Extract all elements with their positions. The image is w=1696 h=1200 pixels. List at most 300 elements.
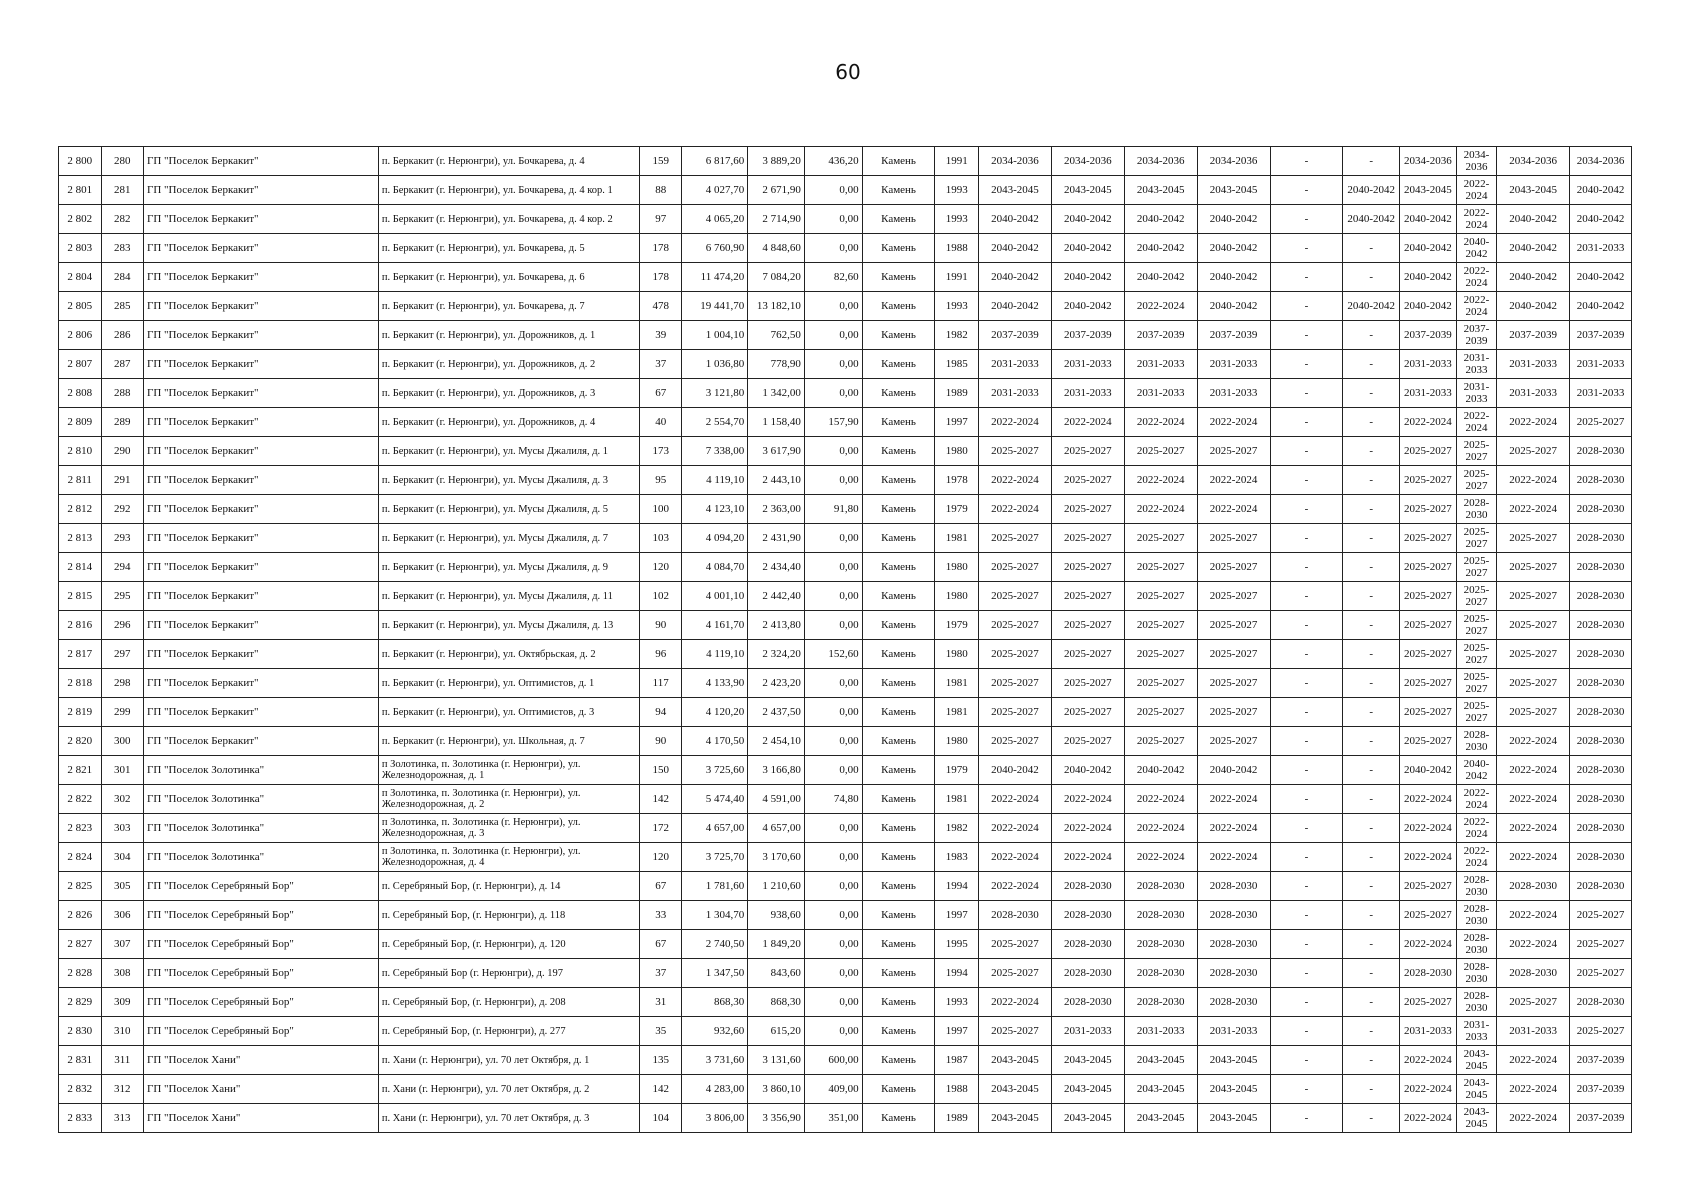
cell-house-number: 284 [101,263,144,292]
cell-house-number: 304 [101,843,144,872]
cell-row-number: 2 817 [59,640,102,669]
cell-gas-repair-period: 2040-2042 [1343,176,1400,205]
cell-roof-repair-period: 2040-2042 [979,292,1052,321]
cell-total-area: 4 094,20 [682,524,748,553]
cell-water-repair-period: 2040-2042 [1197,205,1270,234]
cell-total-area: 19 441,70 [682,292,748,321]
cell-foundation-repair-period: 2040-2042 [1570,292,1632,321]
cell-total-area: 868,30 [682,988,748,1017]
cell-municipality: ГП "Поселок Беркакит" [144,611,379,640]
cell-residents: 90 [639,727,682,756]
cell-municipality: ГП "Поселок Хани" [144,1075,379,1104]
cell-row-number: 2 832 [59,1075,102,1104]
cell-residents: 150 [639,756,682,785]
cell-gas-repair-period: - [1343,553,1400,582]
cell-electric-repair-period: 2025-2027 [1400,640,1457,669]
cell-residents: 103 [639,524,682,553]
cell-municipality: ГП "Поселок Беркакит" [144,437,379,466]
cell-year-built: 1981 [935,524,979,553]
cell-facade-repair-period: 2028-2030 [1051,959,1124,988]
table-row [59,350,1632,379]
cell-facade-repair-period: 2034-2036 [1051,147,1124,176]
cell-electric-repair-period: 2040-2042 [1400,292,1457,321]
cell-wall-material: Камень [862,727,935,756]
cell-basement-repair-period: 2025-2027 [1456,640,1496,669]
cell-basement-repair-period: 2025-2027 [1456,466,1496,495]
cell-elevator-repair-period: - [1270,147,1343,176]
table-row [59,959,1632,988]
cell-year-built: 1980 [935,640,979,669]
cell-row-number: 2 825 [59,872,102,901]
cell-sewer-repair-period: 2022-2024 [1497,785,1570,814]
cell-residents: 120 [639,843,682,872]
cell-municipality: ГП "Поселок Беркакит" [144,466,379,495]
cell-house-number: 309 [101,988,144,1017]
cell-address: п. Беркакит (г. Нерюнгри), ул. Октябрьская, д. 2 [378,640,639,669]
cell-year-built: 1981 [935,698,979,727]
cell-foundation-repair-period: 2037-2039 [1570,1046,1632,1075]
cell-heating-repair-period: 2040-2042 [1124,756,1197,785]
cell-basement-repair-period: 2043-2045 [1456,1104,1496,1133]
cell-house-number: 302 [101,785,144,814]
cell-total-area: 6 760,90 [682,234,748,263]
cell-year-built: 1991 [935,263,979,292]
cell-gas-repair-period: - [1343,495,1400,524]
cell-house-number: 310 [101,1017,144,1046]
cell-year-built: 1994 [935,959,979,988]
cell-year-built: 1982 [935,321,979,350]
cell-roof-repair-period: 2022-2024 [979,872,1052,901]
cell-electric-repair-period: 2025-2027 [1400,553,1457,582]
cell-non-living-area: 0,00 [804,466,862,495]
cell-gas-repair-period: - [1343,901,1400,930]
table-row [59,379,1632,408]
cell-total-area: 1 781,60 [682,872,748,901]
cell-row-number: 2 800 [59,147,102,176]
cell-address: п. Беркакит (г. Нерюнгри), ул. Школьная, д. 7 [378,727,639,756]
cell-municipality: ГП "Поселок Беркакит" [144,205,379,234]
cell-roof-repair-period: 2043-2045 [979,176,1052,205]
cell-address: п Золотинка, п. Золотинка (г. Нерюнгри), ул. Железнодорожная, д. 3 [378,814,639,843]
cell-wall-material: Камень [862,408,935,437]
cell-sewer-repair-period: 2031-2033 [1497,379,1570,408]
cell-foundation-repair-period: 2031-2033 [1570,379,1632,408]
cell-electric-repair-period: 2025-2027 [1400,988,1457,1017]
cell-foundation-repair-period: 2028-2030 [1570,640,1632,669]
cell-living-area: 1 158,40 [748,408,805,437]
cell-electric-repair-period: 2040-2042 [1400,205,1457,234]
cell-heating-repair-period: 2040-2042 [1124,205,1197,234]
cell-residents: 37 [639,350,682,379]
cell-non-living-area: 74,80 [804,785,862,814]
cell-row-number: 2 810 [59,437,102,466]
cell-sewer-repair-period: 2022-2024 [1497,727,1570,756]
cell-electric-repair-period: 2040-2042 [1400,756,1457,785]
cell-electric-repair-period: 2022-2024 [1400,930,1457,959]
cell-water-repair-period: 2022-2024 [1197,466,1270,495]
cell-sewer-repair-period: 2040-2042 [1497,263,1570,292]
cell-foundation-repair-period: 2040-2042 [1570,263,1632,292]
cell-non-living-area: 0,00 [804,988,862,1017]
cell-address: п. Беркакит (г. Нерюнгри), ул. Мусы Джалиля, д. 13 [378,611,639,640]
cell-elevator-repair-period: - [1270,524,1343,553]
cell-row-number: 2 806 [59,321,102,350]
cell-facade-repair-period: 2025-2027 [1051,669,1124,698]
cell-living-area: 4 657,00 [748,814,805,843]
cell-heating-repair-period: 2025-2027 [1124,611,1197,640]
cell-roof-repair-period: 2043-2045 [979,1104,1052,1133]
cell-residents: 94 [639,698,682,727]
cell-roof-repair-period: 2025-2027 [979,698,1052,727]
cell-basement-repair-period: 2025-2027 [1456,553,1496,582]
cell-facade-repair-period: 2025-2027 [1051,524,1124,553]
cell-total-area: 4 283,00 [682,1075,748,1104]
cell-house-number: 303 [101,814,144,843]
cell-house-number: 307 [101,930,144,959]
cell-gas-repair-period: - [1343,872,1400,901]
table-row [59,640,1632,669]
cell-year-built: 1980 [935,553,979,582]
cell-electric-repair-period: 2025-2027 [1400,669,1457,698]
cell-foundation-repair-period: 2034-2036 [1570,147,1632,176]
table-row [59,263,1632,292]
cell-foundation-repair-period: 2037-2039 [1570,1075,1632,1104]
cell-electric-repair-period: 2031-2033 [1400,350,1457,379]
cell-electric-repair-period: 2025-2027 [1400,698,1457,727]
cell-wall-material: Камень [862,234,935,263]
cell-wall-material: Камень [862,756,935,785]
cell-total-area: 1 004,10 [682,321,748,350]
table-row [59,1075,1632,1104]
cell-year-built: 1980 [935,437,979,466]
cell-electric-repair-period: 2025-2027 [1400,495,1457,524]
cell-row-number: 2 822 [59,785,102,814]
cell-wall-material: Камень [862,205,935,234]
cell-gas-repair-period: - [1343,669,1400,698]
cell-water-repair-period: 2043-2045 [1197,1104,1270,1133]
cell-basement-repair-period: 2022-2024 [1456,785,1496,814]
cell-sewer-repair-period: 2022-2024 [1497,814,1570,843]
cell-year-built: 1981 [935,785,979,814]
cell-basement-repair-period: 2028-2030 [1456,901,1496,930]
cell-roof-repair-period: 2025-2027 [979,437,1052,466]
cell-facade-repair-period: 2043-2045 [1051,176,1124,205]
cell-electric-repair-period: 2037-2039 [1400,321,1457,350]
cell-facade-repair-period: 2025-2027 [1051,640,1124,669]
cell-municipality: ГП "Поселок Беркакит" [144,698,379,727]
cell-wall-material: Камень [862,1104,935,1133]
cell-roof-repair-period: 2022-2024 [979,785,1052,814]
cell-electric-repair-period: 2025-2027 [1400,872,1457,901]
cell-year-built: 1989 [935,1104,979,1133]
cell-elevator-repair-period: - [1270,1046,1343,1075]
cell-sewer-repair-period: 2025-2027 [1497,553,1570,582]
cell-address: п. Беркакит (г. Нерюнгри), ул. Бочкарева, д. 4 [378,147,639,176]
cell-foundation-repair-period: 2028-2030 [1570,814,1632,843]
cell-water-repair-period: 2031-2033 [1197,350,1270,379]
cell-gas-repair-period: - [1343,408,1400,437]
cell-living-area: 13 182,10 [748,292,805,321]
cell-roof-repair-period: 2022-2024 [979,408,1052,437]
cell-facade-repair-period: 2022-2024 [1051,785,1124,814]
cell-gas-repair-period: - [1343,466,1400,495]
cell-municipality: ГП "Поселок Беркакит" [144,147,379,176]
cell-sewer-repair-period: 2040-2042 [1497,205,1570,234]
cell-address: п. Беркакит (г. Нерюнгри), ул. Бочкарева, д. 7 [378,292,639,321]
cell-address: п. Беркакит (г. Нерюнгри), ул. Бочкарева, д. 4 кор. 1 [378,176,639,205]
cell-sewer-repair-period: 2022-2024 [1497,756,1570,785]
cell-basement-repair-period: 2022-2024 [1456,263,1496,292]
cell-elevator-repair-period: - [1270,379,1343,408]
cell-wall-material: Камень [862,553,935,582]
cell-row-number: 2 814 [59,553,102,582]
cell-wall-material: Камень [862,872,935,901]
cell-elevator-repair-period: - [1270,814,1343,843]
cell-heating-repair-period: 2022-2024 [1124,814,1197,843]
cell-sewer-repair-period: 2028-2030 [1497,959,1570,988]
cell-wall-material: Камень [862,524,935,553]
cell-sewer-repair-period: 2028-2030 [1497,872,1570,901]
cell-non-living-area: 0,00 [804,379,862,408]
cell-residents: 478 [639,292,682,321]
table-row [59,930,1632,959]
cell-non-living-area: 0,00 [804,205,862,234]
cell-roof-repair-period: 2022-2024 [979,814,1052,843]
cell-facade-repair-period: 2043-2045 [1051,1046,1124,1075]
cell-row-number: 2 829 [59,988,102,1017]
cell-sewer-repair-period: 2025-2027 [1497,437,1570,466]
cell-year-built: 1995 [935,930,979,959]
cell-living-area: 615,20 [748,1017,805,1046]
cell-basement-repair-period: 2040-2042 [1456,756,1496,785]
cell-elevator-repair-period: - [1270,234,1343,263]
cell-roof-repair-period: 2025-2027 [979,959,1052,988]
cell-basement-repair-period: 2028-2030 [1456,988,1496,1017]
cell-total-area: 4 161,70 [682,611,748,640]
cell-sewer-repair-period: 2022-2024 [1497,901,1570,930]
cell-facade-repair-period: 2028-2030 [1051,930,1124,959]
cell-basement-repair-period: 2028-2030 [1456,930,1496,959]
cell-address: п. Серебряный Бор, (г. Нерюнгри), д. 118 [378,901,639,930]
cell-electric-repair-period: 2022-2024 [1400,814,1457,843]
cell-row-number: 2 812 [59,495,102,524]
cell-heating-repair-period: 2022-2024 [1124,466,1197,495]
cell-residents: 37 [639,959,682,988]
cell-municipality: ГП "Поселок Беркакит" [144,379,379,408]
cell-municipality: ГП "Поселок Золотинка" [144,814,379,843]
cell-heating-repair-period: 2022-2024 [1124,495,1197,524]
cell-row-number: 2 820 [59,727,102,756]
cell-water-repair-period: 2025-2027 [1197,582,1270,611]
cell-municipality: ГП "Поселок Золотинка" [144,843,379,872]
cell-house-number: 306 [101,901,144,930]
cell-water-repair-period: 2028-2030 [1197,959,1270,988]
cell-facade-repair-period: 2043-2045 [1051,1075,1124,1104]
cell-living-area: 778,90 [748,350,805,379]
cell-gas-repair-period: - [1343,698,1400,727]
cell-total-area: 4 065,20 [682,205,748,234]
cell-residents: 102 [639,582,682,611]
cell-foundation-repair-period: 2025-2027 [1570,408,1632,437]
cell-sewer-repair-period: 2034-2036 [1497,147,1570,176]
cell-house-number: 292 [101,495,144,524]
cell-electric-repair-period: 2022-2024 [1400,785,1457,814]
cell-row-number: 2 823 [59,814,102,843]
cell-non-living-area: 91,80 [804,495,862,524]
cell-roof-repair-period: 2022-2024 [979,495,1052,524]
cell-basement-repair-period: 2025-2027 [1456,669,1496,698]
cell-house-number: 287 [101,350,144,379]
cell-roof-repair-period: 2025-2027 [979,930,1052,959]
cell-municipality: ГП "Поселок Беркакит" [144,408,379,437]
cell-non-living-area: 0,00 [804,698,862,727]
cell-sewer-repair-period: 2025-2027 [1497,988,1570,1017]
cell-year-built: 1993 [935,988,979,1017]
cell-heating-repair-period: 2043-2045 [1124,176,1197,205]
cell-year-built: 1985 [935,350,979,379]
cell-address: п. Серебряный Бор (г. Нерюнгри), д. 197 [378,959,639,988]
cell-water-repair-period: 2025-2027 [1197,669,1270,698]
cell-electric-repair-period: 2025-2027 [1400,524,1457,553]
cell-living-area: 3 170,60 [748,843,805,872]
cell-water-repair-period: 2025-2027 [1197,553,1270,582]
cell-gas-repair-period: - [1343,1075,1400,1104]
cell-basement-repair-period: 2040-2042 [1456,234,1496,263]
table-row [59,872,1632,901]
table-row [59,495,1632,524]
cell-municipality: ГП "Поселок Хани" [144,1046,379,1075]
cell-living-area: 1 342,00 [748,379,805,408]
cell-water-repair-period: 2031-2033 [1197,379,1270,408]
cell-total-area: 4 119,10 [682,466,748,495]
cell-municipality: ГП "Поселок Беркакит" [144,495,379,524]
cell-row-number: 2 833 [59,1104,102,1133]
cell-house-number: 286 [101,321,144,350]
cell-living-area: 1 849,20 [748,930,805,959]
cell-basement-repair-period: 2028-2030 [1456,959,1496,988]
cell-living-area: 2 454,10 [748,727,805,756]
cell-house-number: 281 [101,176,144,205]
cell-foundation-repair-period: 2028-2030 [1570,495,1632,524]
cell-total-area: 1 347,50 [682,959,748,988]
cell-heating-repair-period: 2028-2030 [1124,872,1197,901]
cell-water-repair-period: 2022-2024 [1197,843,1270,872]
cell-house-number: 294 [101,553,144,582]
cell-sewer-repair-period: 2031-2033 [1497,350,1570,379]
cell-elevator-repair-period: - [1270,205,1343,234]
cell-water-repair-period: 2040-2042 [1197,263,1270,292]
cell-row-number: 2 824 [59,843,102,872]
cell-water-repair-period: 2025-2027 [1197,437,1270,466]
cell-roof-repair-period: 2034-2036 [979,147,1052,176]
cell-basement-repair-period: 2022-2024 [1456,408,1496,437]
cell-roof-repair-period: 2022-2024 [979,466,1052,495]
cell-non-living-area: 0,00 [804,872,862,901]
cell-municipality: ГП "Поселок Беркакит" [144,582,379,611]
cell-year-built: 1993 [935,205,979,234]
cell-sewer-repair-period: 2025-2027 [1497,698,1570,727]
cell-basement-repair-period: 2025-2027 [1456,698,1496,727]
table-row [59,698,1632,727]
cell-gas-repair-period: - [1343,321,1400,350]
cell-non-living-area: 0,00 [804,292,862,321]
cell-basement-repair-period: 2022-2024 [1456,205,1496,234]
cell-electric-repair-period: 2022-2024 [1400,843,1457,872]
cell-house-number: 288 [101,379,144,408]
cell-basement-repair-period: 2043-2045 [1456,1046,1496,1075]
cell-residents: 117 [639,669,682,698]
cell-elevator-repair-period: - [1270,582,1343,611]
cell-non-living-area: 0,00 [804,814,862,843]
cell-heating-repair-period: 2022-2024 [1124,408,1197,437]
cell-municipality: ГП "Поселок Беркакит" [144,234,379,263]
cell-row-number: 2 811 [59,466,102,495]
cell-year-built: 1994 [935,872,979,901]
table-row [59,988,1632,1017]
cell-heating-repair-period: 2025-2027 [1124,669,1197,698]
table-row [59,756,1632,785]
cell-wall-material: Камень [862,350,935,379]
cell-water-repair-period: 2025-2027 [1197,611,1270,640]
cell-year-built: 1993 [935,292,979,321]
cell-total-area: 4 657,00 [682,814,748,843]
cell-sewer-repair-period: 2040-2042 [1497,292,1570,321]
cell-residents: 178 [639,234,682,263]
cell-wall-material: Камень [862,321,935,350]
cell-total-area: 4 170,50 [682,727,748,756]
cell-elevator-repair-period: - [1270,350,1343,379]
cell-living-area: 3 356,90 [748,1104,805,1133]
cell-wall-material: Камень [862,930,935,959]
table-row [59,785,1632,814]
table-row [59,553,1632,582]
cell-sewer-repair-period: 2022-2024 [1497,1104,1570,1133]
cell-house-number: 295 [101,582,144,611]
cell-roof-repair-period: 2040-2042 [979,205,1052,234]
cell-elevator-repair-period: - [1270,437,1343,466]
cell-row-number: 2 801 [59,176,102,205]
cell-non-living-area: 0,00 [804,930,862,959]
cell-row-number: 2 818 [59,669,102,698]
cell-electric-repair-period: 2028-2030 [1400,959,1457,988]
cell-water-repair-period: 2043-2045 [1197,1075,1270,1104]
cell-municipality: ГП "Поселок Беркакит" [144,640,379,669]
cell-foundation-repair-period: 2025-2027 [1570,930,1632,959]
cell-municipality: ГП "Поселок Серебряный Бор" [144,988,379,1017]
cell-wall-material: Камень [862,698,935,727]
cell-basement-repair-period: 2028-2030 [1456,495,1496,524]
cell-living-area: 868,30 [748,988,805,1017]
cell-water-repair-period: 2025-2027 [1197,698,1270,727]
table-row [59,524,1632,553]
cell-sewer-repair-period: 2022-2024 [1497,1075,1570,1104]
cell-foundation-repair-period: 2025-2027 [1570,901,1632,930]
cell-non-living-area: 409,00 [804,1075,862,1104]
cell-address: п. Беркакит (г. Нерюнгри), ул. Дорожников, д. 1 [378,321,639,350]
cell-non-living-area: 0,00 [804,553,862,582]
cell-heating-repair-period: 2040-2042 [1124,234,1197,263]
cell-non-living-area: 0,00 [804,843,862,872]
cell-sewer-repair-period: 2043-2045 [1497,176,1570,205]
cell-living-area: 2 714,90 [748,205,805,234]
cell-row-number: 2 804 [59,263,102,292]
cell-year-built: 1989 [935,379,979,408]
cell-municipality: ГП "Поселок Беркакит" [144,292,379,321]
cell-water-repair-period: 2022-2024 [1197,785,1270,814]
cell-address: п Золотинка, п. Золотинка (г. Нерюнгри), ул. Железнодорожная, д. 4 [378,843,639,872]
cell-residents: 120 [639,553,682,582]
cell-heating-repair-period: 2025-2027 [1124,582,1197,611]
